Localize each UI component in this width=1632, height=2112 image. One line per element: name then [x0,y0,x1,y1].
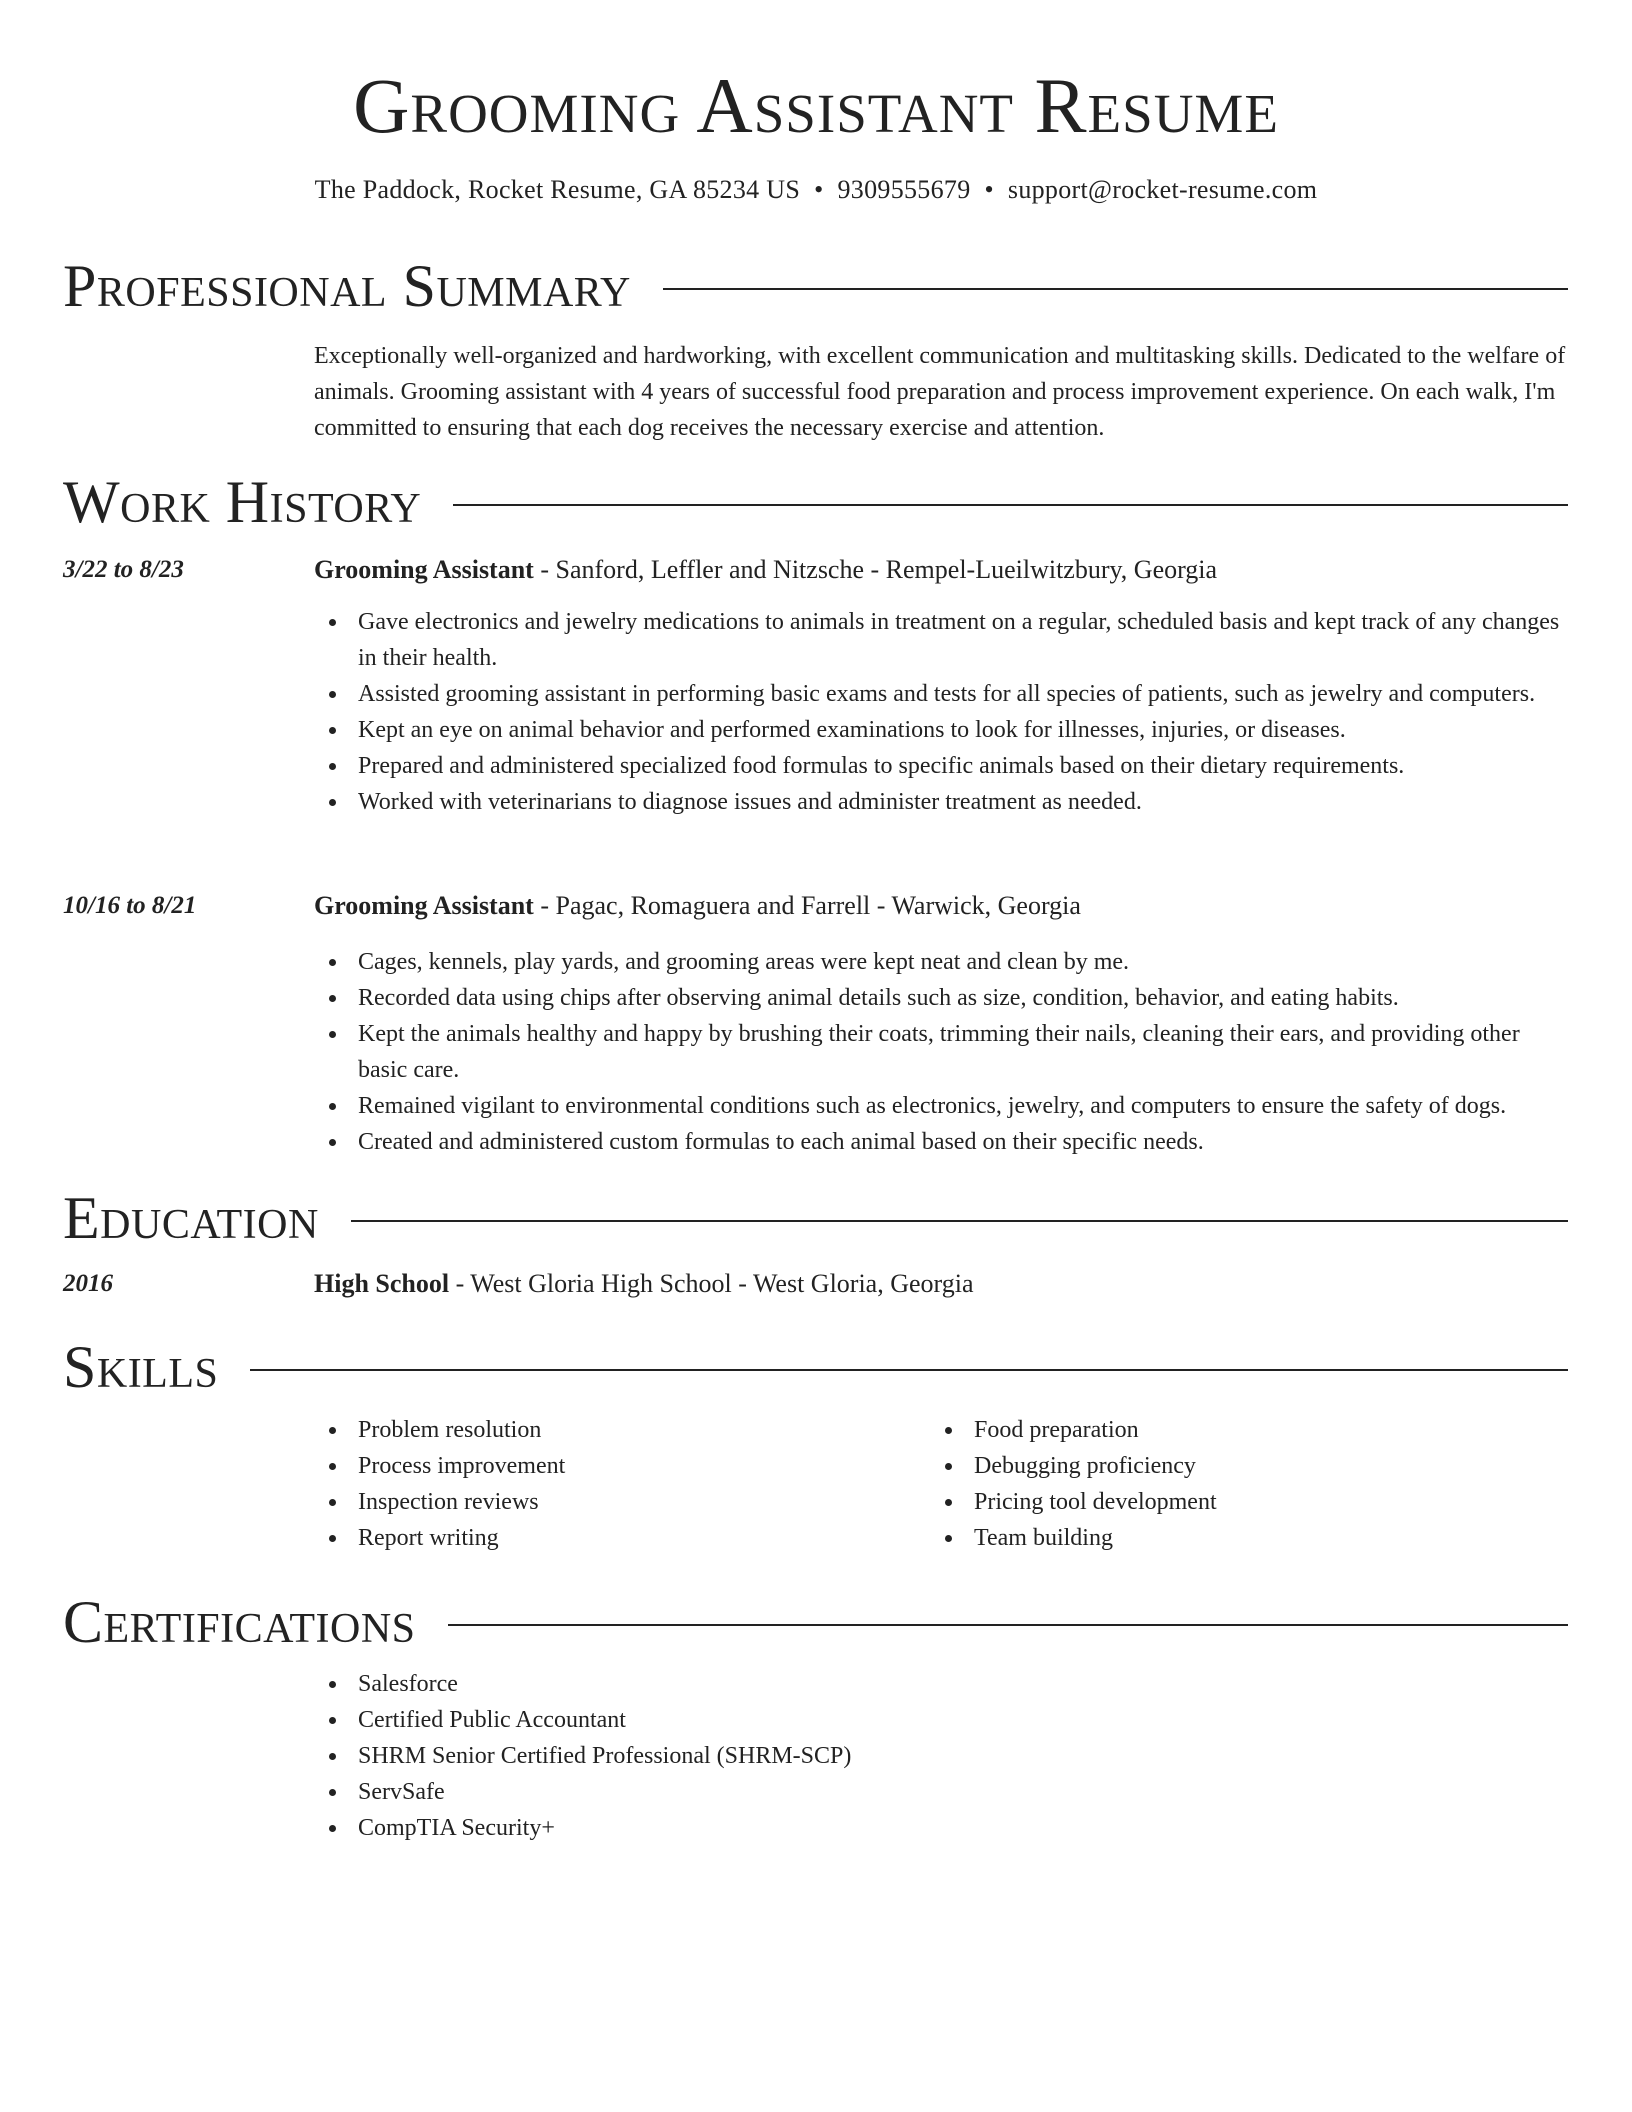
work-history-heading: Work History [63,469,422,535]
list-item: Inspection reviews [314,1484,874,1520]
list-item: Assisted grooming assistant in performing basic exams and tests for all species of patients, such as jewelry and computers. [314,676,1570,712]
summary-section-header [63,254,1568,318]
list-item: Problem resolution [314,1412,874,1448]
education-school: - West Gloria High School - West Gloria, Georgia [449,1269,974,1298]
contact-separator: • [984,175,994,204]
list-item: ServSafe [314,1774,1570,1810]
skills-list-left [314,1412,874,1556]
list-item: Kept an eye on animal behavior and performed examinations to look for illnesses, injuries, or diseases. [314,712,1570,748]
section-divider [250,1369,1568,1371]
list-item: Cages, kennels, play yards, and grooming areas were kept neat and clean by me. [314,944,1570,980]
section-divider [351,1220,1568,1222]
job-title-line [314,888,1570,924]
list-item: Salesforce [314,1666,1570,1702]
list-item: Report writing [314,1520,874,1556]
list-item: Created and administered custom formulas to each animal based on their specific needs. [314,1124,1570,1160]
contact-address: The Paddock, Rocket Resume, GA 85234 US [314,175,801,204]
education-dates: 2016 [63,1270,113,1297]
list-item: Gave electronics and jewelry medications to animals in treatment on a regular, scheduled basis and kept track of any changes in their health. [314,604,1570,676]
certifications-section-header [63,1590,1568,1654]
section-divider [663,288,1568,290]
list-item: Certified Public Accountant [314,1702,1570,1738]
education-heading: Education [63,1185,319,1251]
list-item: Food preparation [930,1412,1490,1448]
job-employer: - Pagac, Romaguera and Farrell - Warwick, Georgia [533,891,1081,920]
job-bullet-list [314,604,1570,820]
education-section-header [63,1186,1568,1250]
section-divider [448,1624,1568,1626]
section-divider [453,504,1568,506]
list-item: SHRM Senior Certified Professional (SHRM-SCP) [314,1738,1570,1774]
list-item: Remained vigilant to environmental conditions such as electronics, jewelry, and computers to ensure the safety of dogs. [314,1088,1570,1124]
list-item: Debugging proficiency [930,1448,1490,1484]
skills-section-header [63,1335,1568,1399]
contact-email[interactable]: support@rocket-resume.com [1007,175,1318,204]
job-bullet-list [314,944,1570,1160]
job-role: Grooming Assistant [314,891,534,920]
job-title-line [314,552,1570,588]
list-item: Team building [930,1520,1490,1556]
summary-heading: Professional Summary [63,253,631,319]
education-degree: High School [314,1269,450,1298]
job-dates: 10/16 to 8/21 [63,892,197,919]
work-history-section-header [63,470,1568,534]
list-item: Pricing tool development [930,1484,1490,1520]
certifications-heading: Certifications [63,1589,416,1655]
contact-phone: 9309555679 [837,175,971,204]
skills-list-right [930,1412,1490,1556]
certifications-list [314,1666,1570,1846]
education-line [314,1266,1570,1302]
list-item: Kept the animals healthy and happy by brushing their coats, trimming their nails, cleaning their ears, and providing other basic care. [314,1016,1570,1088]
contact-separator: • [814,175,824,204]
summary-text: Exceptionally well-organized and hardworking, with excellent communication and multitasking skills. Dedicated to the welfare of animals. Grooming assistant with 4 years of successful food preparation and process improvement experience. On each walk, I'm committed to ensuring that each dog receives the necessary exercise and attention. [314,343,1566,441]
contact-line [0,170,1632,210]
list-item: Recorded data using chips after observing animal details such as size, condition, behavior, and eating habits. [314,980,1570,1016]
job-role: Grooming Assistant [314,555,534,584]
list-item: Prepared and administered specialized food formulas to specific animals based on their dietary requirements. [314,748,1570,784]
resume-title: Grooming Assistant Resume [353,62,1279,149]
job-dates: 3/22 to 8/23 [63,556,184,583]
skills-heading: Skills [63,1334,219,1400]
list-item: CompTIA Security+ [314,1810,1570,1846]
list-item: Process improvement [314,1448,874,1484]
list-item: Worked with veterinarians to diagnose issues and administer treatment as needed. [314,784,1570,820]
job-employer: - Sanford, Leffler and Nitzsche - Rempel-Lueilwitzbury, Georgia [533,555,1218,584]
